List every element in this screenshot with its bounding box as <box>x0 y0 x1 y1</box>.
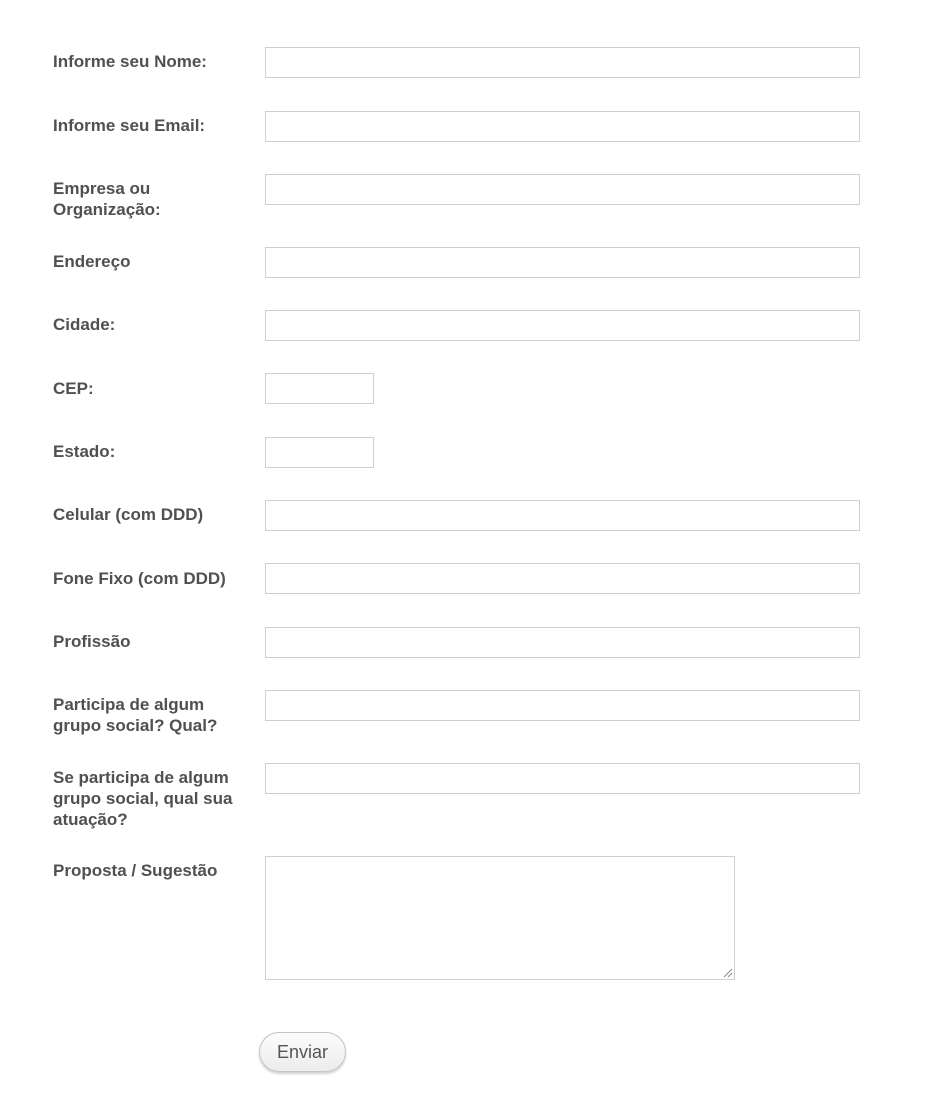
company-input[interactable] <box>265 174 860 205</box>
company-label: Empresa ou Organização: <box>53 179 161 219</box>
submit-button[interactable]: Enviar <box>259 1032 346 1072</box>
mobile-input[interactable] <box>265 500 860 531</box>
landline-input[interactable] <box>265 563 860 594</box>
social-role-input[interactable] <box>265 763 860 794</box>
email-label: Informe seu Email: <box>53 116 206 135</box>
social-group-label: Participa de algum grupo social? Qual? <box>53 695 218 735</box>
social-group-input[interactable] <box>265 690 860 721</box>
address-input[interactable] <box>265 247 860 278</box>
city-label: Cidade: <box>53 315 116 334</box>
cep-label: CEP: <box>53 379 94 398</box>
state-label: Estado: <box>53 442 116 461</box>
state-input[interactable] <box>265 437 374 468</box>
profession-input[interactable] <box>265 627 860 658</box>
proposal-label: Proposta / Sugestão <box>53 861 218 880</box>
email-input[interactable] <box>265 111 860 142</box>
landline-label: Fone Fixo (com DDD) <box>53 569 226 588</box>
proposal-textarea[interactable] <box>265 856 735 980</box>
social-role-label: Se participa de algum grupo social, qual sua atuação? <box>53 768 233 829</box>
profession-label: Profissão <box>53 632 131 651</box>
cep-input[interactable] <box>265 373 374 404</box>
resize-grip-icon[interactable] <box>722 967 733 978</box>
mobile-label: Celular (com DDD) <box>53 505 204 524</box>
name-input[interactable] <box>265 47 860 78</box>
city-input[interactable] <box>265 310 860 341</box>
address-label: Endereço <box>53 252 131 271</box>
name-label: Informe seu Nome: <box>53 52 207 71</box>
